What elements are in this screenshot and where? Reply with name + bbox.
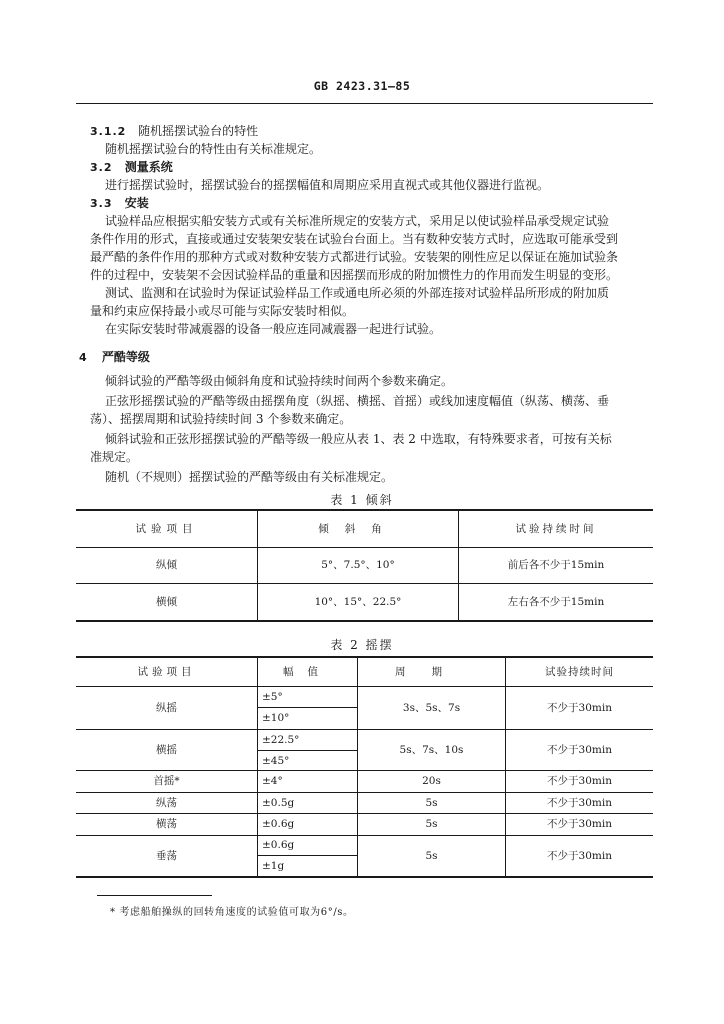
section-3-3-heading — [90, 195, 149, 212]
table-rule — [76, 876, 653, 878]
section-number: 3.2 — [90, 161, 113, 174]
table-cell: 不少于30min — [547, 797, 612, 809]
section-title: 安装 — [124, 196, 149, 210]
table-2-header-duration: 试验持续时间 — [545, 666, 614, 678]
section-title: 随机摇摆试验台的特性 — [138, 124, 259, 138]
paragraph-line: 荡）、摇摆周期和试验持续时间 3 个参数来确定。 — [90, 412, 352, 426]
section-number: 3.1.2 — [90, 125, 127, 138]
table-cell: ±0.6g — [262, 839, 295, 851]
table-rule — [76, 547, 653, 548]
table-cell: 纵荡 — [156, 797, 177, 809]
paragraph-line: 准规定。 — [90, 450, 139, 464]
table-2-header-item: 试验项目 — [137, 666, 196, 678]
footnote: * 考虑船舶操纵的回转角速度的试验值可取为6°/s。 — [110, 907, 354, 918]
table-cell: 5s — [425, 850, 438, 862]
section-number: 3.3 — [90, 197, 113, 210]
paragraph-line: 倾斜试验的严酷等级由倾斜角度和试验持续时间两个参数来确定。 — [105, 374, 454, 388]
table-cell: 10°、15°、22.5° — [314, 596, 402, 608]
table-cell: 3s、5s、7s — [402, 702, 461, 714]
table-cell: ±4° — [262, 775, 283, 787]
table-cell: 不少于30min — [547, 702, 612, 714]
section-4-heading — [79, 349, 150, 366]
table-1-header-item: 试验项目 — [135, 523, 198, 535]
table-rule — [76, 792, 653, 793]
table-cell: ±10° — [262, 712, 290, 724]
table-2-header-period: 周期 — [395, 666, 468, 678]
table-2-header-amplitude: 幅值 — [283, 666, 332, 678]
table-rule — [76, 729, 653, 730]
table-cell: ±5° — [262, 691, 283, 703]
paragraph-line: 最严酷的条件作用的那种方式或对数种安装方式都进行试验。安装架的刚性应足以保证在施加试验条 — [90, 250, 619, 264]
table-cell: 5s、7s、10s — [399, 744, 464, 756]
paragraph-line: 试验样品应根据实船安装方式或有关标准所规定的安装方式，采用足以使试验样品承受规定试验 — [105, 214, 610, 228]
table-rule — [257, 750, 357, 751]
table-cell: 前后各不少于15min — [507, 559, 605, 571]
table-1-header-angle: 倾斜角 — [318, 523, 398, 535]
section-3-2-heading — [90, 159, 173, 176]
table-cell: 横摇 — [156, 744, 177, 756]
table-cell: 横倾 — [156, 596, 177, 608]
footnote-rule — [97, 895, 212, 896]
table-cell: ±22.5° — [262, 734, 300, 746]
table-rule — [505, 656, 506, 877]
table-cell: 左右各不少于15min — [507, 596, 605, 608]
table-cell: 5°、7.5°、10° — [321, 559, 395, 571]
table-rule — [76, 813, 653, 814]
table-rule — [76, 583, 653, 584]
table-cell: 横荡 — [156, 818, 177, 830]
table-cell: ±45° — [262, 755, 290, 767]
table-rule — [76, 770, 653, 771]
table-cell: ±0.6g — [262, 818, 295, 830]
table-cell: 不少于30min — [547, 744, 612, 756]
table-rule — [76, 835, 653, 836]
paragraph-line: 条件作用的形式，直接或通过安装架安装在试验台台面上。当有数种安装方式时，应选取可能承受到 — [90, 232, 619, 246]
section-number: 4 — [79, 351, 88, 364]
table-cell: 纵摇 — [156, 702, 177, 714]
table-cell: ±0.5g — [262, 797, 295, 809]
section-3-1-2-heading — [90, 123, 258, 140]
section-title: 测量系统 — [124, 160, 173, 174]
header-rule — [76, 103, 653, 104]
table-cell: 首摇* — [153, 775, 180, 787]
section-3-2-text: 进行摇摆试验时，摇摆试验台的摇摆幅值和周期应采用直视式或其他仪器进行监视。 — [105, 178, 550, 192]
paragraph-line: 随机（不规则）摇摆试验的严酷等级由有关标准规定。 — [105, 470, 394, 484]
paragraph-line: 正弦形摇摆试验的严酷等级由摇摆角度（纵摇、横摇、首摇）或线加速度幅值（纵荡、横荡、垂 — [105, 394, 610, 408]
table-cell: 20s — [422, 775, 441, 787]
table-cell: 不少于30min — [547, 775, 612, 787]
paragraph-line: 件的过程中，安装架不会因试验样品的重量和因摇摆而形成的附加惯性力的作用而发生明显的变形。 — [90, 268, 619, 282]
table-rule — [357, 656, 358, 877]
table-rule — [257, 855, 357, 856]
page-header-code: GB 2423.31—85 — [313, 79, 411, 93]
table-rule — [76, 656, 653, 658]
paragraph-line: 倾斜试验和正弦形摇摆试验的严酷等级一般应从表 1、表 2 中选取，有特殊要求者，可按有关标 — [105, 432, 612, 446]
table-1-caption: 表 1 倾斜 — [330, 493, 394, 507]
table-1-header-duration: 试验持续时间 — [515, 523, 597, 535]
paragraph-line: 在实际安装时带减震器的设备一般应连同减震器一起进行试验。 — [105, 322, 442, 336]
table-cell: 5s — [425, 797, 438, 809]
table-cell: ±1g — [262, 860, 285, 872]
table-cell: 纵倾 — [156, 559, 177, 571]
table-rule — [76, 620, 653, 622]
table-2-caption: 表 2 摇摆 — [330, 638, 394, 652]
table-cell: 5s — [425, 818, 438, 830]
section-3-1-2-text: 随机摇摆试验台的特性由有关标准规定。 — [105, 142, 322, 156]
table-rule — [257, 707, 357, 708]
table-rule — [76, 686, 653, 687]
table-rule — [76, 509, 653, 511]
section-title: 严酷等级 — [101, 350, 150, 364]
table-cell: 不少于30min — [547, 818, 612, 830]
paragraph-line: 测试、监测和在试验时为保证试验样品工作或通电所必须的外部连接对试验样品所形成的附加质 — [105, 286, 610, 300]
table-cell: 不少于30min — [547, 850, 612, 862]
table-rule — [257, 656, 258, 877]
paragraph-line: 量和约束应保持最小或尽可能与实际安装时相似。 — [90, 304, 355, 318]
table-cell: 垂荡 — [156, 850, 177, 862]
